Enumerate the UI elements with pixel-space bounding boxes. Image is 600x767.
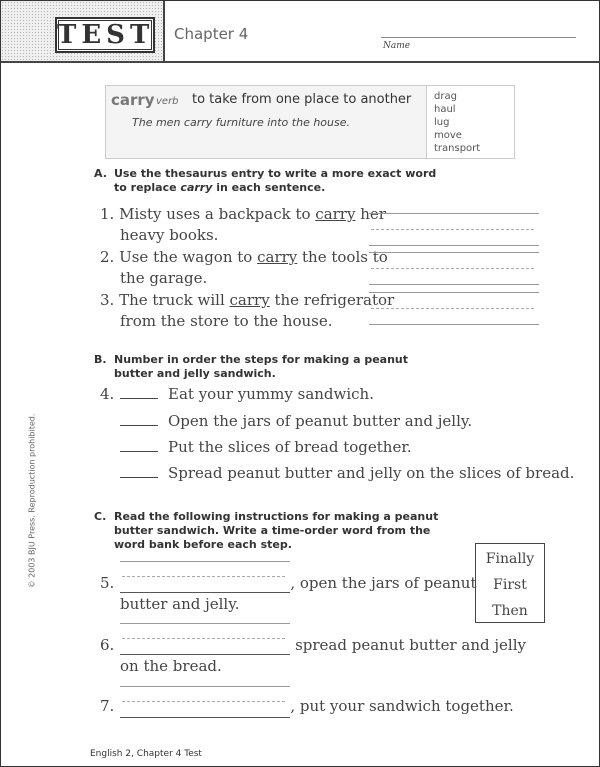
question-number: 3. bbox=[100, 291, 115, 309]
thesaurus-example: The men carry furniture into the house. bbox=[132, 116, 350, 129]
page-footer: English 2, Chapter 4 Test bbox=[90, 749, 202, 759]
instruction-line: to replace bbox=[114, 181, 181, 194]
answer-field-3[interactable] bbox=[369, 292, 539, 342]
question-6 bbox=[100, 635, 526, 677]
step-row bbox=[120, 385, 374, 403]
writing-line bbox=[369, 213, 539, 214]
instruction-emphasis: carry bbox=[180, 181, 213, 194]
writing-guide bbox=[371, 308, 534, 309]
question-text: Use the wagon to bbox=[119, 248, 258, 266]
writing-line bbox=[120, 717, 290, 718]
question-number: 2. bbox=[100, 248, 115, 266]
question-text: butter and jelly. bbox=[120, 595, 240, 613]
instruction-line: in each sentence. bbox=[212, 181, 326, 194]
writing-guide bbox=[371, 229, 534, 230]
section-letter: A. bbox=[94, 167, 107, 180]
instruction-text bbox=[114, 353, 408, 381]
step-text: Put the slices of bread together. bbox=[168, 438, 412, 456]
question-number: 7. bbox=[100, 697, 115, 715]
page-header bbox=[1, 1, 600, 63]
copyright-notice: © 2003 BJU Press. Reproduction prohibited. bbox=[27, 413, 37, 589]
question-text: the garage. bbox=[120, 269, 208, 287]
question-3 bbox=[100, 290, 394, 332]
writing-line bbox=[120, 686, 290, 687]
word-bank-item: First bbox=[493, 577, 527, 593]
writing-line bbox=[120, 623, 290, 624]
question-text: on the bread. bbox=[120, 657, 222, 675]
order-blank[interactable] bbox=[120, 424, 158, 426]
question-1 bbox=[100, 204, 386, 246]
section-letter: B. bbox=[94, 353, 107, 366]
writing-line bbox=[369, 292, 539, 293]
question-text: the refrigerator bbox=[269, 291, 395, 309]
step-row bbox=[120, 412, 472, 430]
section-letter: C. bbox=[94, 510, 107, 523]
order-blank[interactable] bbox=[120, 476, 158, 478]
thesaurus-entry bbox=[105, 85, 515, 159]
question-text: , open the jars of peanut bbox=[290, 574, 477, 592]
question-text: heavy books. bbox=[120, 226, 219, 244]
order-blank[interactable] bbox=[120, 450, 158, 452]
instruction-line: Read the following instructions for making a peanut bbox=[114, 510, 439, 523]
target-word: carry bbox=[315, 205, 356, 223]
question-text: spread peanut butter and jelly bbox=[290, 636, 526, 654]
logo-area bbox=[1, 1, 165, 61]
word-bank bbox=[475, 543, 545, 623]
target-word: carry bbox=[257, 248, 298, 266]
section-b-instructions bbox=[94, 353, 494, 383]
instruction-text bbox=[114, 167, 436, 195]
thesaurus-headword: carry bbox=[111, 91, 155, 109]
question-text: her bbox=[355, 205, 386, 223]
question-5 bbox=[100, 573, 476, 615]
writing-line bbox=[369, 284, 539, 285]
instruction-line: Use the thesaurus entry to write a more exact word bbox=[114, 167, 437, 180]
question-2 bbox=[100, 247, 388, 289]
step-row bbox=[120, 438, 412, 456]
target-word: carry bbox=[229, 291, 270, 309]
synonym: haul bbox=[434, 104, 456, 115]
writing-line bbox=[120, 561, 290, 562]
step-text: Spread peanut butter and jelly on the slices of bread. bbox=[168, 464, 575, 482]
instruction-line: butter sandwich. Write a time-order word from the bbox=[114, 524, 431, 537]
question-text: , put your sandwich together. bbox=[290, 697, 514, 715]
step-row bbox=[100, 385, 114, 403]
synonym: drag bbox=[434, 91, 457, 102]
writing-line bbox=[369, 245, 539, 246]
word-bank-item: Then bbox=[492, 603, 528, 619]
writing-line bbox=[369, 324, 539, 325]
name-label: Name bbox=[383, 41, 411, 51]
step-row bbox=[120, 464, 574, 482]
question-number: 1. bbox=[100, 205, 115, 223]
question-number: 4. bbox=[100, 385, 115, 403]
step-text: Eat your yummy sandwich. bbox=[168, 385, 374, 403]
instruction-line: Number in order the steps for making a peanut bbox=[114, 353, 409, 366]
synonym: lug bbox=[434, 117, 450, 128]
section-a-instructions bbox=[94, 167, 494, 197]
question-text: Misty uses a backpack to bbox=[119, 205, 316, 223]
question-number: 5. bbox=[100, 574, 115, 592]
order-blank[interactable] bbox=[120, 397, 158, 399]
name-field[interactable] bbox=[381, 37, 576, 38]
synonym: move bbox=[434, 130, 462, 141]
question-7 bbox=[100, 696, 514, 717]
word-bank-item: Finally bbox=[485, 551, 535, 567]
question-text: the tools to bbox=[297, 248, 388, 266]
writing-guide bbox=[371, 268, 534, 269]
step-text: Open the jars of peanut butter and jelly. bbox=[168, 412, 473, 430]
question-text: from the store to the house. bbox=[120, 312, 333, 330]
thesaurus-synonyms bbox=[426, 86, 514, 158]
instruction-line: butter and jelly sandwich. bbox=[114, 367, 276, 380]
question-number: 6. bbox=[100, 636, 115, 654]
thesaurus-part-of-speech: verb bbox=[156, 96, 179, 107]
instruction-line: word bank before each step. bbox=[114, 538, 292, 551]
thesaurus-main bbox=[106, 86, 426, 158]
test-logo: TEST bbox=[55, 17, 155, 53]
writing-line bbox=[369, 252, 539, 253]
synonym: transport bbox=[434, 143, 481, 154]
instruction-text bbox=[114, 510, 438, 552]
section-c-instructions bbox=[94, 510, 494, 554]
thesaurus-definition: to take from one place to another bbox=[192, 92, 412, 107]
question-text: The truck will bbox=[119, 291, 230, 309]
chapter-title: Chapter 4 bbox=[174, 25, 249, 43]
